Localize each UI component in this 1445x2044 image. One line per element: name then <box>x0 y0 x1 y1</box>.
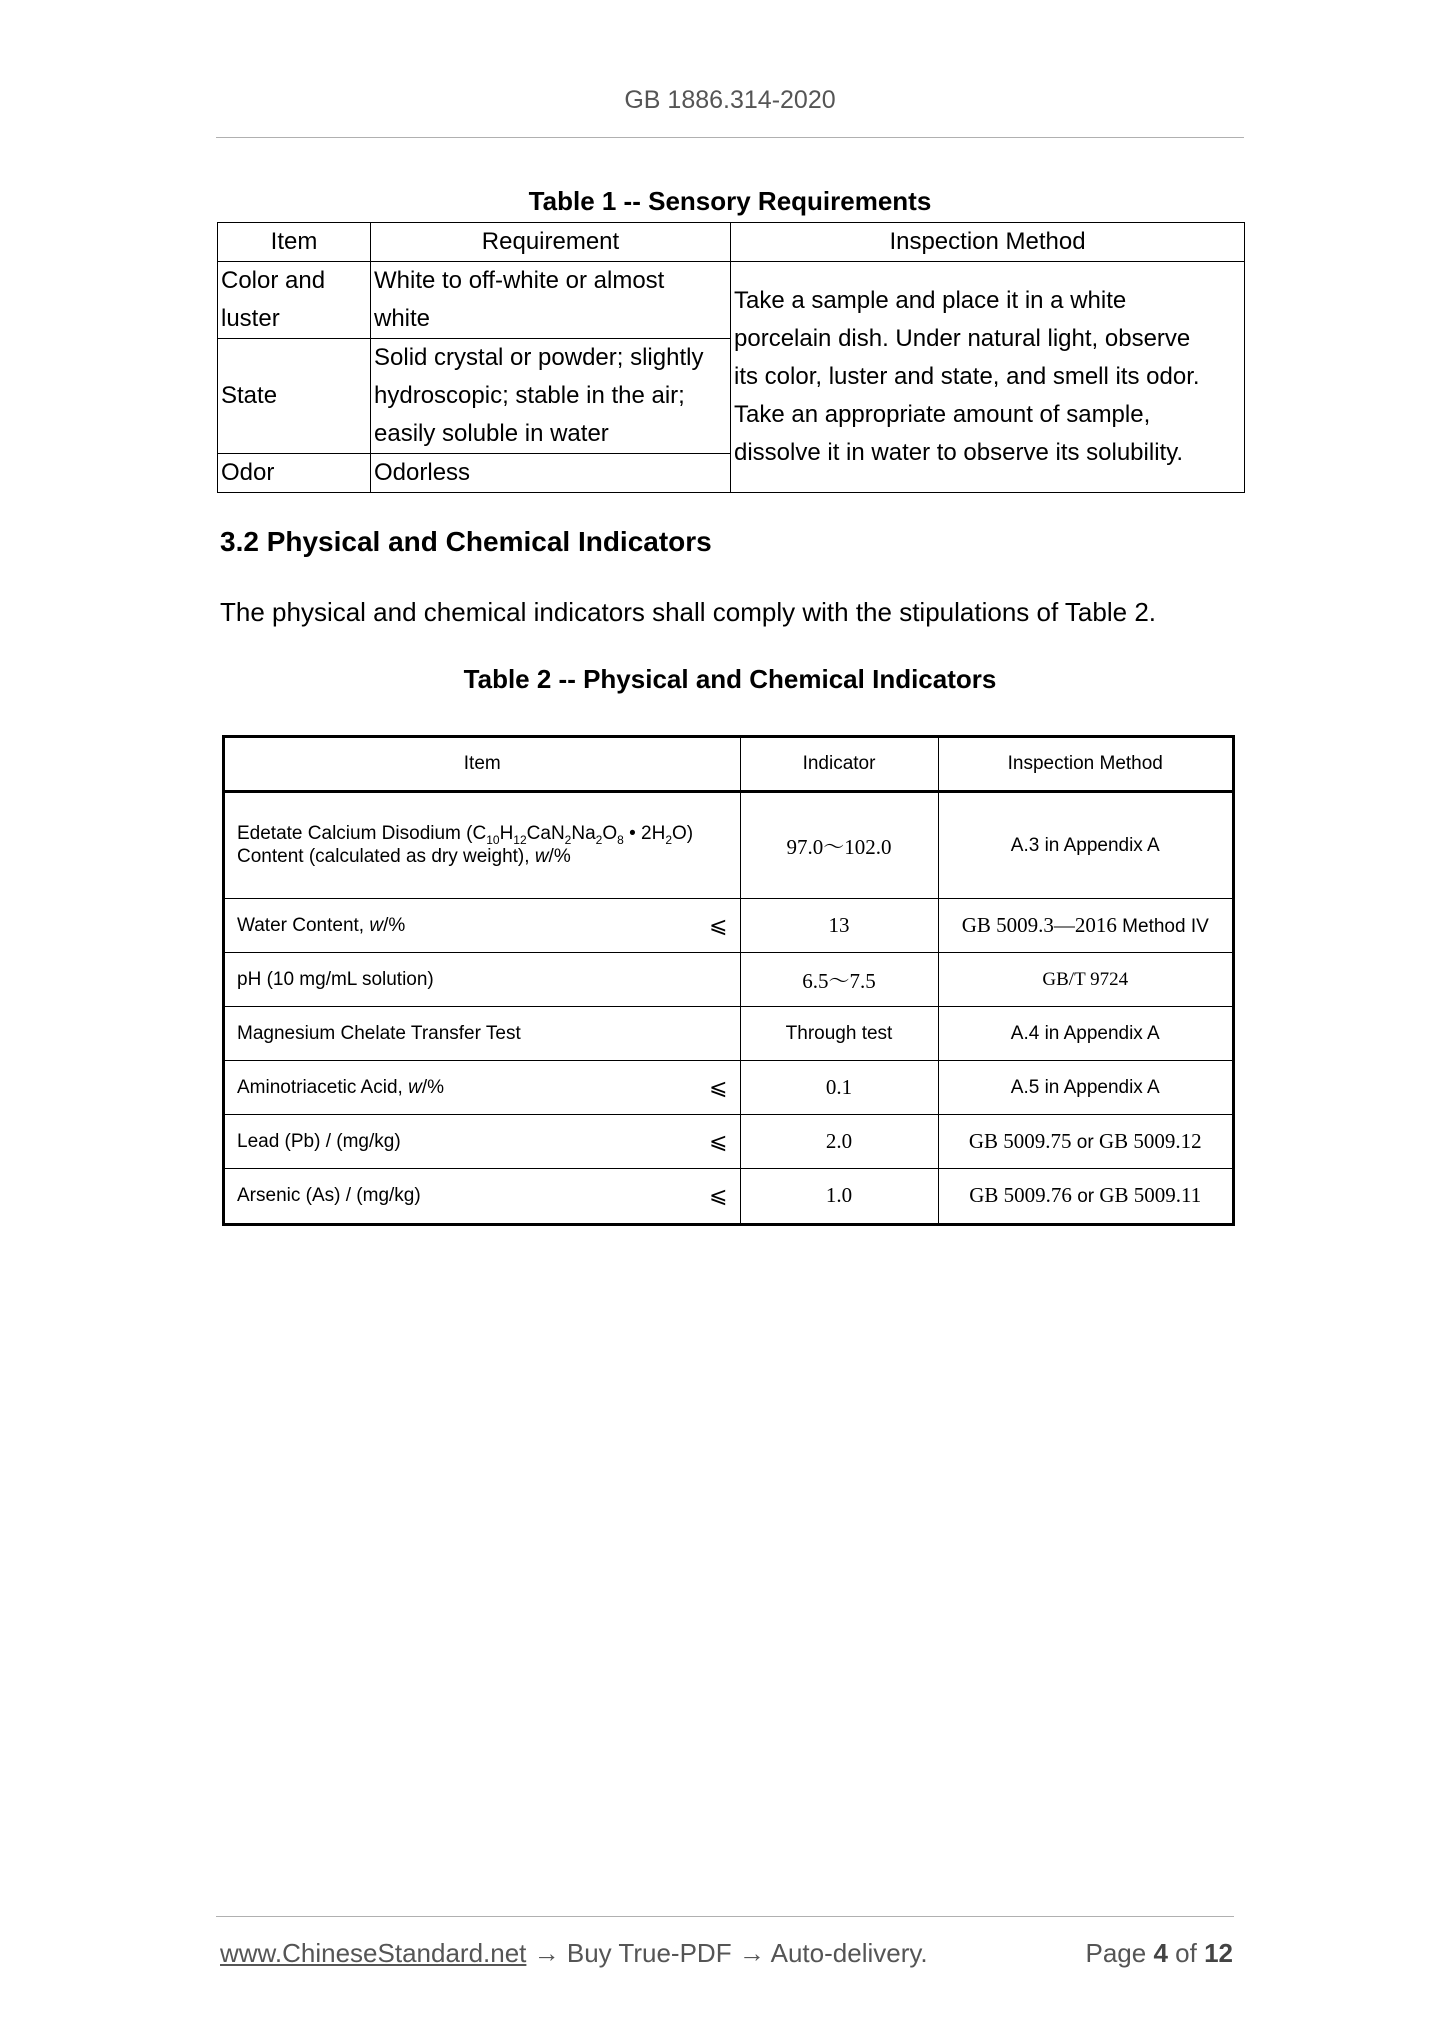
table-row <box>225 1169 1232 1223</box>
method-text: Take a sample and place it in a white <box>734 287 1127 314</box>
column-header-requirement: Requirement <box>371 223 731 262</box>
item-cell: Aminotriacetic Acid, w/% ⩽ <box>225 1061 740 1115</box>
table-row <box>225 792 1232 899</box>
physical-chemical-table-frame <box>222 735 1235 1226</box>
item-cell: Arsenic (As) / (mg/kg) ⩽ <box>225 1169 740 1223</box>
requirement-text: easily soluble in water <box>374 420 609 447</box>
item-text: Edetate Calcium Disodium ($C_{10}H_{12}CaN_2Na_2O_8$ • $2H_2O$) <box>237 822 694 847</box>
table-row <box>225 953 1232 1007</box>
item-cell: Magnesium Chelate Transfer Test <box>225 1007 740 1061</box>
requirement-text: Solid crystal or powder; slightly <box>374 344 704 371</box>
indicator-cell: 2.0 <box>740 1115 938 1169</box>
website-link[interactable]: www.ChineseStandard.net <box>220 1938 527 1968</box>
inspection-method-cell <box>731 262 1245 493</box>
footer-promo <box>220 1938 928 1969</box>
column-header-item: Item <box>225 738 740 792</box>
indicator-cell: 97.0～102.0 <box>740 792 938 899</box>
table-header-row <box>218 223 1245 262</box>
requirement-text: hydroscopic; stable in the air; <box>374 382 685 409</box>
item-cell <box>225 792 740 899</box>
less-equal-icon: ⩽ <box>709 1183 728 1209</box>
item-text: Content (calculated as dry weight), w/% <box>237 846 571 868</box>
document-header: GB 1886.314-2020 <box>624 86 836 114</box>
item-cell <box>218 262 371 339</box>
item-text: Color and <box>221 267 326 294</box>
method-text: porcelain dish. Under natural light, observe <box>734 325 1191 352</box>
buy-text: Buy True-PDF <box>566 1938 732 1968</box>
indicator-cell: 6.5～7.5 <box>740 953 938 1007</box>
page-indicator: Page 4 of 12 <box>1085 1938 1233 1968</box>
indicator-cell: 1.0 <box>740 1169 938 1223</box>
column-header-indicator: Indicator <box>740 738 938 792</box>
method-cell: A.3 in Appendix A <box>938 792 1232 899</box>
column-header-item: Item <box>218 223 371 262</box>
indicator-cell: 0.1 <box>740 1061 938 1115</box>
item-cell: Water Content, w/% ⩽ <box>225 899 740 953</box>
requirement-cell <box>371 339 731 454</box>
less-equal-icon: ⩽ <box>709 1129 728 1154</box>
arrow-icon: → <box>533 1938 560 1968</box>
table-row <box>225 1007 1232 1061</box>
method-text: dissolve it in water to observe its solubility. <box>734 439 1184 466</box>
method-cell: A.5 in Appendix A <box>938 1061 1232 1115</box>
requirement-cell: Odorless <box>371 454 731 493</box>
footer-divider <box>216 1916 1234 1917</box>
arrow-icon: → <box>738 1938 765 1968</box>
section-title: 3.2 Physical and Chemical Indicators <box>220 526 712 557</box>
item-cell: Odor <box>218 454 371 493</box>
table1-caption: Table 1 -- Sensory Requirements <box>528 186 932 216</box>
column-header-inspection-method: Inspection Method <box>731 223 1245 262</box>
item-cell: Lead (Pb) / (mg/kg) ⩽ <box>225 1115 740 1169</box>
method-cell: GB 5009.3—2016 Method IV <box>938 899 1232 953</box>
header-divider <box>216 137 1244 138</box>
item-cell: State <box>218 339 371 454</box>
method-cell: GB/T 9724 <box>938 953 1232 1007</box>
delivery-text: Auto-delivery. <box>770 1938 928 1968</box>
method-text: Take an appropriate amount of sample, <box>734 401 1151 428</box>
page-total: 12 <box>1204 1938 1233 1968</box>
item-text: luster <box>221 305 280 332</box>
method-cell: GB 5009.76 or GB 5009.11 <box>938 1169 1232 1223</box>
table-row <box>225 1115 1232 1169</box>
page-number: 4 <box>1153 1938 1168 1968</box>
table-row <box>225 899 1232 953</box>
requirement-cell <box>371 262 731 339</box>
requirement-text: White to off-white or almost <box>374 267 665 294</box>
less-equal-icon: ⩽ <box>709 1075 728 1100</box>
table-row <box>218 262 1245 339</box>
table2-caption: Table 2 -- Physical and Chemical Indicators <box>463 664 997 694</box>
item-cell: pH (10 mg/mL solution) <box>225 953 740 1007</box>
method-cell: GB 5009.75 or GB 5009.12 <box>938 1115 1232 1169</box>
indicator-cell: 13 <box>740 899 938 953</box>
table-header-row <box>225 738 1232 792</box>
table-row <box>225 1061 1232 1115</box>
method-text: its color, luster and state, and smell its odor. <box>734 363 1200 390</box>
physical-chemical-indicators-table <box>225 738 1232 1223</box>
less-equal-icon: ⩽ <box>709 913 728 938</box>
method-cell: A.4 in Appendix A <box>938 1007 1232 1061</box>
indicator-cell: Through test <box>740 1007 938 1061</box>
requirement-text: white <box>374 305 431 332</box>
column-header-inspection-method: Inspection Method <box>938 738 1232 792</box>
section-paragraph: The physical and chemical indicators shall comply with the stipulations of Table 2. <box>220 597 1156 627</box>
sensory-requirements-table <box>217 222 1245 493</box>
